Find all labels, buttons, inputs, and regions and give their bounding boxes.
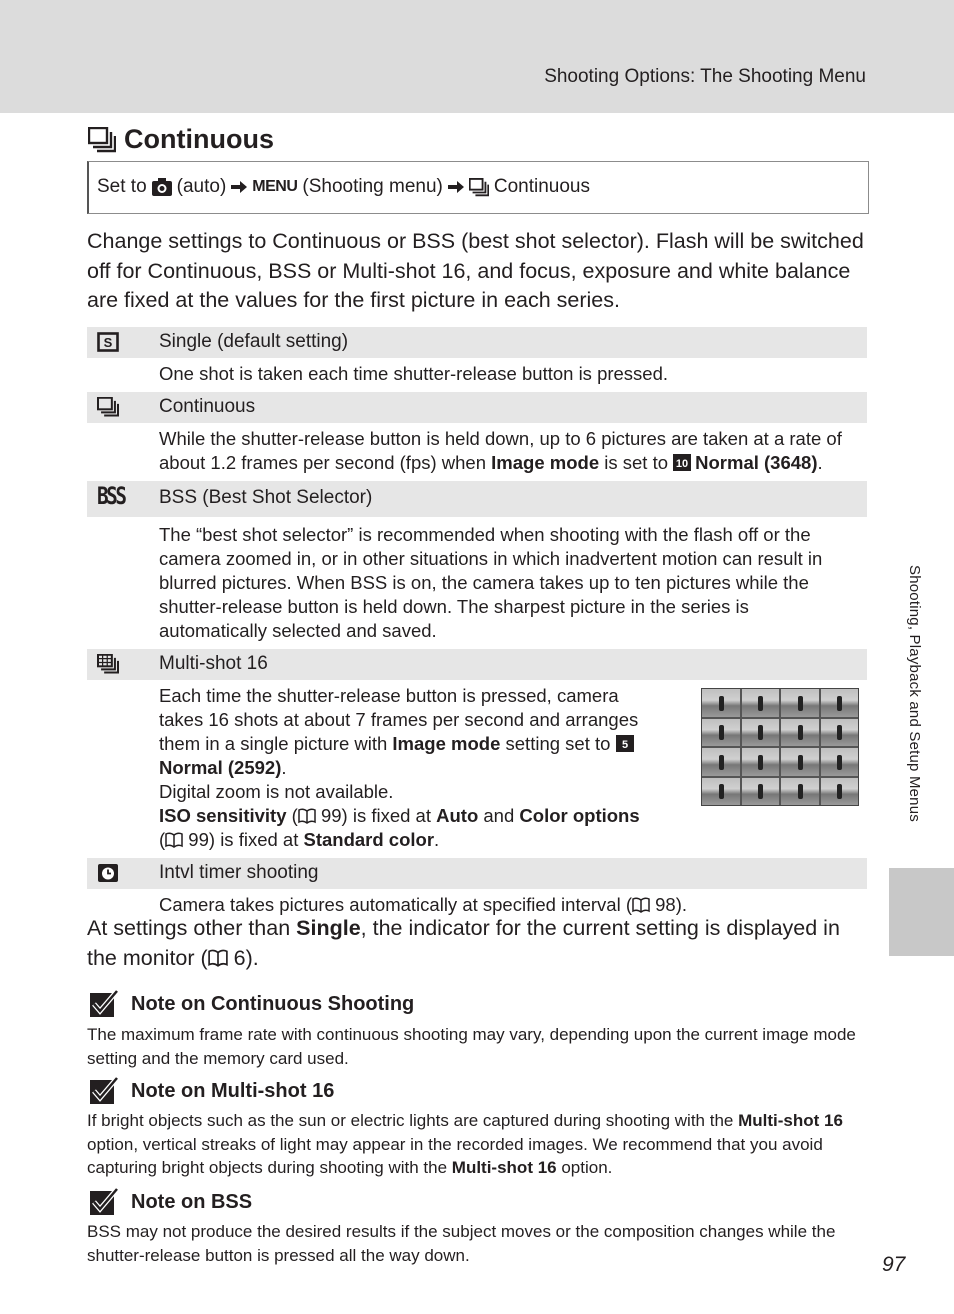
path-auto: (auto) (176, 176, 227, 197)
header-title: Shooting Options: The Shooting Menu (544, 66, 866, 87)
multishot-icon (97, 654, 119, 674)
options-table (87, 327, 867, 923)
checkmark-icon (89, 1188, 119, 1216)
path-shooting-menu: (Shooting menu) (302, 176, 443, 197)
option-desc: The “best shot selector” is recommended when shooting with the flash off or the camera zoomed in, or in other situations in which inadvertent motion can result in blurred pictures. When BSS is on, the camera takes up to ten pictures while the shutter-release button is held down. The sharpest picture in the series is automatically selected and saved. (159, 524, 823, 641)
arrow-right-icon (448, 180, 464, 194)
menu-path-box (87, 161, 869, 214)
bss-icon: BSS (97, 482, 125, 510)
option-row-interval (87, 858, 867, 889)
note-title: Note on BSS (89, 1188, 252, 1216)
single-mode-icon (97, 332, 119, 352)
option-desc: Each time the shutter-release button is pressed, camera takes 16 shots at about 7 frames per second and arranges them in a single picture with Image mode setting set to 5 Normal (2592). Digital zoom is not available. ISO sensitivity ( 99) is fixed at Auto and Color options ( 99) is fixed at Standard color. (87, 680, 867, 858)
option-label: Multi-shot 16 (159, 653, 268, 674)
page-title-text: Continuous (124, 124, 274, 154)
note-body: The maximum frame rate with continuous shooting may vary, depending upon the current image mode setting and the memory card used. (87, 1025, 856, 1068)
page-title (88, 124, 274, 155)
note-body: BSS may not produce the desired results if the subject moves or the composition changes while the shutter-release button is pressed all the way down. (87, 1222, 836, 1265)
option-label: Continuous (159, 396, 256, 417)
continuous-mode-icon (97, 397, 119, 417)
intro-paragraph: Change settings to Continuous or BSS (best shot selector). Flash will be switched off for Continuous, BSS or Multi-shot 16, and focus, exposure and white balance are fixed at the values for the first picture in each series. (87, 229, 864, 312)
image-mode-normal-icon (673, 454, 691, 471)
menu-path (97, 176, 590, 198)
side-section-label: Shooting, Playback and Setup Menus (906, 565, 923, 822)
svg-text:5: 5 (621, 739, 628, 751)
arrow-right-icon (231, 180, 247, 194)
menu-word: MENU (252, 178, 298, 195)
settings-indicator-paragraph: At settings other than Single, the indicator for the current setting is displayed in the monitor ( 6). (87, 916, 840, 970)
option-desc: Camera takes pictures automatically at specified interval ( 98). (159, 894, 688, 915)
header-band (0, 0, 954, 113)
camera-auto-icon (152, 178, 172, 196)
image-mode-normal-icon (616, 735, 634, 752)
side-tab (889, 868, 954, 956)
interval-timer-icon (97, 863, 119, 883)
option-label: BSS (Best Shot Selector) (159, 487, 373, 508)
continuous-mode-icon (88, 127, 116, 153)
option-row-single (87, 327, 867, 358)
page-number: 97 (882, 1253, 906, 1276)
option-desc: One shot is taken each time shutter-release button is pressed. (159, 363, 669, 384)
option-desc: While the shutter-release button is held down, up to 6 pictures are taken at a rate of about 1.2 frames per second (fps) when Image mode is set to 10 Normal (3648). (159, 428, 842, 473)
note-title: Note on Multi-shot 16 (89, 1077, 334, 1105)
checkmark-icon (89, 990, 119, 1018)
multishot-sample-image (701, 688, 859, 806)
svg-text:10: 10 (676, 458, 689, 470)
option-row-multishot (87, 649, 867, 680)
page-reference-icon (632, 897, 650, 913)
note-title: Note on Continuous Shooting (89, 990, 414, 1018)
continuous-mode-icon (469, 178, 489, 197)
option-row-continuous (87, 392, 867, 423)
svg-text:S: S (103, 335, 113, 350)
page-reference-icon (165, 832, 183, 848)
path-set-to: Set to (97, 176, 147, 197)
option-label: Single (default setting) (159, 331, 349, 352)
option-row-bss (87, 481, 867, 517)
path-continuous: Continuous (493, 176, 590, 197)
page-reference-icon (208, 949, 228, 967)
page-reference-icon (298, 808, 316, 824)
note-body: If bright objects such as the sun or electric lights are captured during shooting with the Multi-shot 16 option, vertical streaks of light may appear in the recorded images. We recommend that you avoid capturing bright objects during shooting with the Multi-shot 16 option. (87, 1111, 843, 1177)
checkmark-icon (89, 1077, 119, 1105)
option-label: Intvl timer shooting (159, 862, 319, 883)
